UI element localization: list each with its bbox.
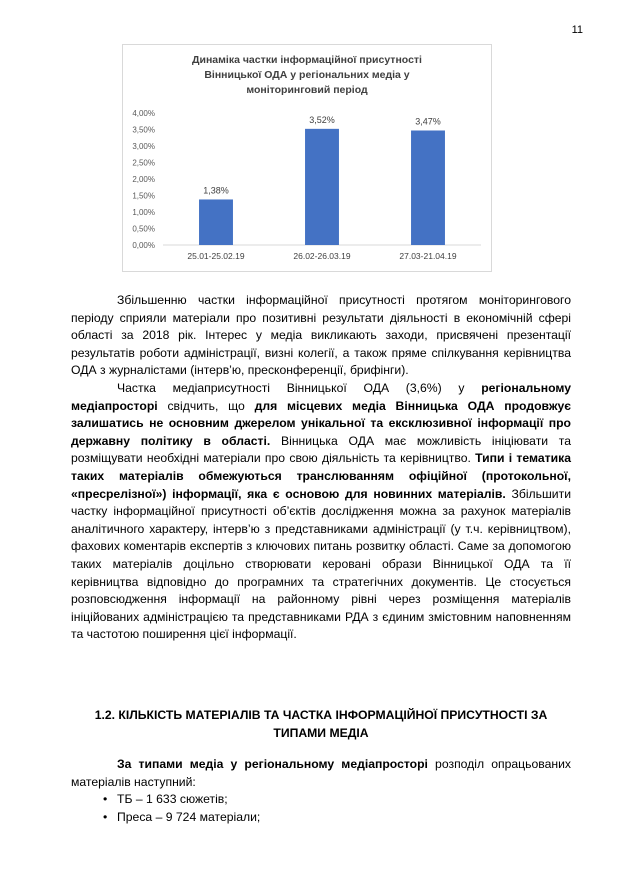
chart-plot bbox=[123, 45, 491, 271]
section-heading-line-1: 1.2. КІЛЬКІСТЬ МАТЕРІАЛІВ ТА ЧАСТКА ІНФОРМАЦІЙНОЇ ПРИСУТНОСТІ ЗА bbox=[94, 708, 548, 722]
media-types-intro bbox=[71, 756, 571, 791]
bar bbox=[305, 129, 339, 245]
chart-title-line-2: Вінницької ОДА у регіональних медіа у bbox=[204, 69, 410, 81]
bullet-icon: • bbox=[103, 809, 108, 824]
y-tick-label: 2,00% bbox=[132, 175, 155, 184]
intro-rest: розподіл опрацьованих матеріалів наступний: bbox=[71, 757, 571, 789]
list-item-text: Преса – 9 724 матеріали; bbox=[117, 809, 261, 824]
p2-text-g: Збільшити частку інформаційної присутності об’єктів дослідження можна за рахунок матеріалів аналітичного характеру, інтерв’ю з представниками адміністрації (у т.ч. керівництвом), фахових коментарів експертів з ключових питань розвитку області. Саме за допомогою таких матеріалів доцільно створювати керовані образи Вінницької ОДА та її керівництва відповідно до програмних та стратегічних документів. Це стосується розповсюдження інформації на районному рівні через розміщення матеріалів ініційованих адміністрацією та представниками РДА з єдиним змістовним наповненням та частотою поширення цієї інформації. bbox=[71, 486, 571, 642]
bullet-icon: • bbox=[103, 792, 108, 807]
list-item bbox=[71, 791, 571, 809]
chart-title-line-1: Динаміка частки інформаційної присутності bbox=[192, 54, 422, 66]
y-tick-label: 3,50% bbox=[132, 125, 155, 135]
p2-text-a: Частка медіаприсутності Вінницької ОДА (3,6%) у bbox=[117, 380, 482, 395]
paragraph-2 bbox=[71, 380, 571, 644]
y-tick-label: 1,50% bbox=[132, 191, 155, 201]
p2-text-c: свідчить, що bbox=[157, 398, 255, 413]
bar bbox=[199, 199, 233, 245]
list-item bbox=[71, 809, 571, 827]
bar-chart bbox=[122, 44, 492, 272]
y-tick-label: 4,00% bbox=[132, 109, 155, 118]
chart-title-line-3: моніторинговий період bbox=[246, 84, 368, 96]
body-text bbox=[71, 292, 571, 644]
section-heading bbox=[71, 706, 571, 742]
y-tick-label: 3,00% bbox=[132, 142, 155, 151]
y-tick-label: 0,50% bbox=[132, 224, 155, 234]
media-types-section bbox=[71, 756, 571, 826]
x-tick-label: 25.01-25.02.19 bbox=[187, 251, 245, 261]
bar bbox=[411, 130, 445, 245]
y-tick-label: 2,50% bbox=[132, 158, 155, 168]
p2-bold-b: регіональному медіапросторі bbox=[71, 380, 571, 413]
p2-bold-d: для місцевих медіа Вінницька ОДА продовжує залишатись не основним джерелом унікальної та ексклюзивної інформації про державну політику в області. bbox=[71, 398, 571, 448]
p2-bold-f: Типи і тематика таких матеріалів обмежуються транслюванням офіційної (протокольної, «пресрелізної») інформації, яка є основою для новинних матеріалів. bbox=[71, 451, 571, 501]
y-tick-label: 1,00% bbox=[132, 208, 155, 217]
paragraph-1: Збільшенню частки інформаційної присутності протягом моніторингового періоду сприяли матеріали про позитивні результати діяльності в економічній сфері області за 2018 рік. Інтерес у медіа викликають заходи, присвячені презентації результатів роботи адміністрації, визні колегії, а також пряме спілкування керівництва ОДА з журналістами (інтерв’ю, пресконференції, брифінги). bbox=[71, 293, 571, 378]
intro-bold: За типами медіа у регіональному медіапросторі bbox=[117, 757, 428, 771]
list-item-text: ТБ – 1 633 сюжетів; bbox=[117, 792, 228, 807]
section-heading-line-2: ТИПАМИ МЕДІА bbox=[273, 726, 369, 740]
x-tick-label: 27.03-21.04.19 bbox=[399, 251, 457, 261]
y-tick-label: 0,00% bbox=[132, 241, 155, 250]
media-types-list bbox=[71, 791, 571, 826]
data-label: 3,47% bbox=[415, 116, 441, 127]
p2-text-e: Вінницька ОДА має можливість ініціювати та розміщувати необхідні матеріали про свою діяльність та керівництво. bbox=[71, 433, 572, 466]
x-tick-label: 26.02-26.03.19 bbox=[293, 251, 351, 261]
page-number: 11 bbox=[571, 24, 583, 36]
data-label: 3,52% bbox=[309, 114, 335, 125]
data-label: 1,38% bbox=[203, 185, 229, 196]
